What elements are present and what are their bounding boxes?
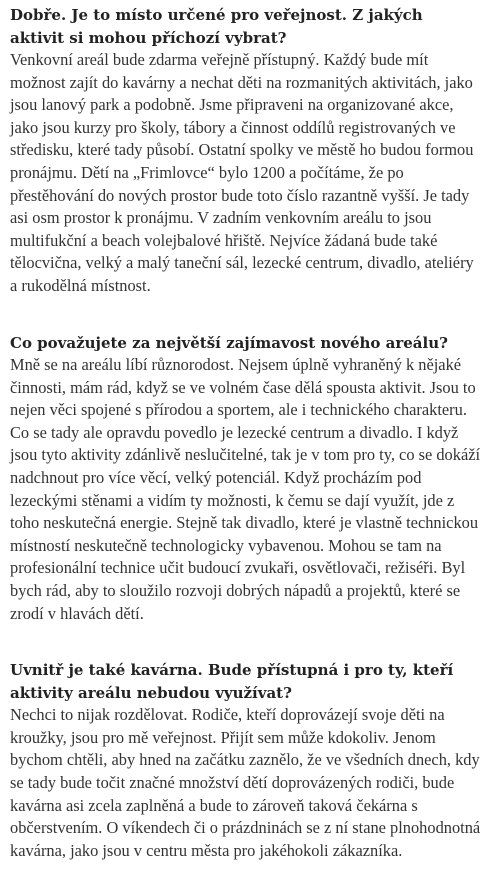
question-heading: Dobře. Je to místo určené pro veřejnost. Z jakých aktivit si mohou příchozí vybrat? [10, 6, 423, 47]
answer-paragraph: Mně se na areálu líbí různorodost. Nejsem úplně vyhraněný k nějaké činnosti, mám rád, když se ve volném čase dělá spousta aktivit. Jsou to nejen věci spojené s přírodou a sportem, ale i technického charakteru. Co se tady ale opravdu povedlo je lezecké centrum a divadlo. I když jsou tyto aktivity zdánlivě neslučitelné, tak je v tom pro ty, co se dokáží nadchnout pro více věcí, velký potenciál. Když procházím pod lezeckými stěnami a vidím ty možnosti, k čemu se dají využít, jde z toho neskutečná energie. Stejně tak divadlo, které je vlastně technickou místností neskutečně technologicky vybavenou. Mohou se tam na profesionální technice učit budoucí zvukaři, osvětlovači, režiséři. Byl bych rád, aby to sloužilo rozvoji dobrých nápadů a projektů, které se zrodí v hlavách dětí. [10, 355, 481, 623]
qa-section-2 [10, 332, 481, 626]
qa-section-3 [10, 659, 481, 862]
question-heading: Co považujete za největší zajímavost nového areálu? [10, 333, 448, 352]
answer-paragraph: Nechci to nijak rozdělovat. Rodiče, kteří doprovázejí svoje děti na kroužky, jsou pro mě veřejnost. Přijít sem může kdokoliv. Jenom bychom chtěli, aby hned na začátku zaznělo, že ve všedních dnech, kdy se tady bude točit značné množství dětí doprovázených rodiči, bude kavárna asi zcela zaplněná a bude to zároveň taková čekárna s občerstvením. O víkendech či o prázdninách se z ní stane plnohodnotná kavárna, jako jsou v centru města pro jakéhokoli zákazníka. [10, 705, 481, 860]
qa-section-1 [10, 4, 481, 298]
question-heading: Uvnitř je také kavárna. Bude přístupná i pro ty, kteří aktivity areálu nebudou využívat? [10, 661, 454, 702]
answer-paragraph: Venkovní areál bude zdarma veřejně přístupný. Každý bude mít možnost zajít do kavárny a nechat děti na rozmanitých aktivitách, jako jsou lanový park a podobně. Jsme připraveni na organizované akce, jako jsou kurzy pro školy, tábory a činnost oddílů registrovaných ve středisku, které tady působí. Ostatní spolky ve městě ho budou formou pronájmu. Dětí na „Frimlovce“ bylo 1200 a počítáme, že po přestěhování do nových prostor bude toto číslo razantně vyšší. Je tady asi osm prostor k pronájmu. V zadním venkovním areálu to jsou multifukční a beach volejbalové hřiště. Nejvíce žádaná bude také tělocvična, velký a malý taneční sál, lezecké centrum, divadlo, ateliéry a rukodělná místnost. [10, 50, 474, 295]
